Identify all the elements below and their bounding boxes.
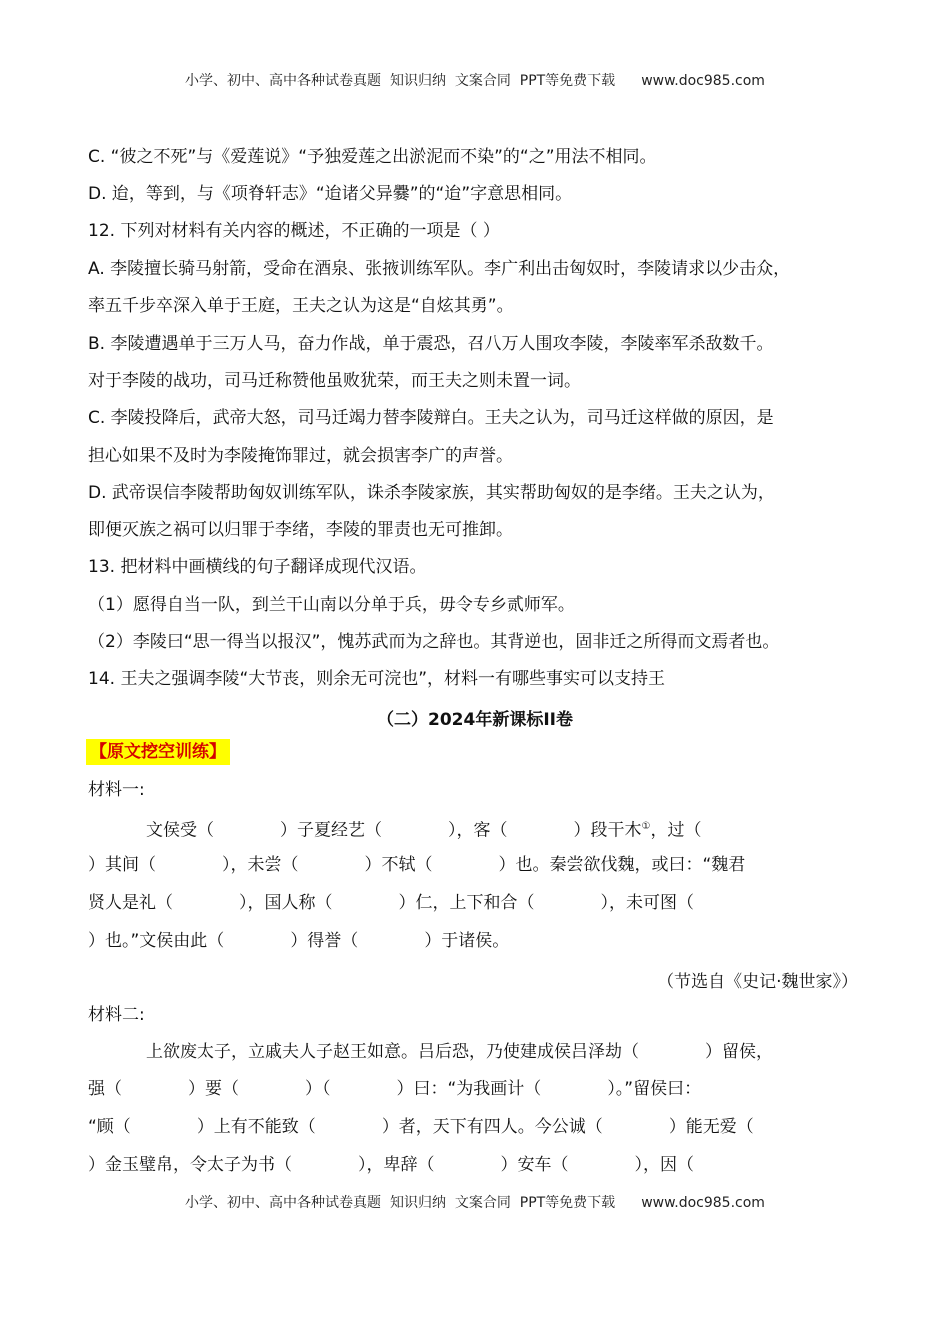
material1-line3: 贤人是礼（ ），国人称（ ）仁，上下和合（ ），未可图（ (88, 893, 694, 913)
option-d-11: D. 迨，等到，与《项脊轩志》“迨诸父异爨”的“迨”字意思相同。 (88, 184, 573, 204)
footer-site: www.doc985.com (641, 1195, 765, 1211)
header-site: www.doc985.com (641, 73, 765, 89)
footnote-marker: ① (641, 821, 651, 832)
material2-line3: “顾（ ）上有不能致（ ）者，天下有四人。今公诚（ ）能无爱（ (88, 1117, 754, 1137)
footer-text: 小学、初中、高中各种试卷真题 知识归纳 文案合同 PPT等免费下载 (185, 1195, 616, 1211)
option-d-12-line2: 即便灭族之祸可以归罪于李绪，李陵的罪责也无可推卸。 (88, 520, 513, 540)
material1-line1: 文侯受（ ）子夏经艺（ ），客（ ）段干木①，过（ (146, 820, 702, 841)
page-footer (0, 1192, 950, 1212)
material2-label: 材料二: (88, 1005, 145, 1025)
header-text: 小学、初中、高中各种试卷真题 知识归纳 文案合同 PPT等免费下载 (185, 73, 616, 89)
option-b-12-line2: 对于李陵的战功，司马迁称赞他虽败犹荣，而王夫之则未置一词。 (88, 371, 581, 391)
section-title: （二）2024年新课标II卷 (377, 710, 573, 730)
material1-label: 材料一: (88, 780, 145, 800)
question-12: 12. 下列对材料有关内容的概述，不正确的一项是（ ） (88, 221, 500, 241)
material2-line2: 强（ ）要（ ）（ ）曰：“为我画计（ ）。”留侯曰： (88, 1079, 702, 1099)
option-c-12-line1: C. 李陵投降后，武帝大怒，司马迁竭力替李陵辩白。王夫之认为，司马迁这样做的原因，是 (88, 408, 774, 428)
translation-2: （2）李陵曰“思一得当以报汉”，愧苏武而为之辞也。其背逆也，固非迁之所得而文焉者也。 (88, 632, 780, 652)
material2-line1: 上欲废太子，立戚夫人子赵王如意。吕后恐，乃使建成侯吕泽劫（ ）留侯， (146, 1042, 773, 1062)
material1-line4: ）也。”文侯由此（ ）得誉（ ）于诸侯。 (88, 931, 510, 951)
question-13: 13. 把材料中画横线的句子翻译成现代汉语。 (88, 557, 427, 577)
option-c-11: C. “彼之不死”与《爱莲说》“予独爱莲之出淤泥而不染”的“之”用法不相同。 (88, 147, 657, 167)
page-header (0, 70, 950, 90)
option-d-12-line1: D. 武帝误信李陵帮助匈奴训练军队，诛杀李陵家族，其实帮助匈奴的是李绪。王夫之认为， (88, 483, 775, 503)
question-14: 14. 王夫之强调李陵“大节丧，则余无可浣也”，材料一有哪些事实可以支持王 (88, 669, 666, 689)
option-a-12-line2: 率五千步卒深入单于王庭，王夫之认为这是“自炫其勇”。 (88, 296, 514, 316)
material1-source: （节选自《史记·魏世家》） (657, 972, 858, 992)
training-tag: 【原文挖空训练】 (86, 739, 230, 765)
translation-1: （1）愿得自当一队，到兰干山南以分单于兵，毋令专乡贰师军。 (88, 595, 575, 615)
material1-line2: ）其间（ ），未尝（ ）不轼（ ）也。秦尝欲伐魏，或曰：“魏君 (88, 855, 746, 875)
option-a-12-line1: A. 李陵擅长骑马射箭，受命在酒泉、张掖训练军队。李广利出击匈奴时，李陵请求以少击众， (88, 259, 791, 279)
option-c-12-line2: 担心如果不及时为李陵掩饰罪过，就会损害李广的声誉。 (88, 446, 513, 466)
option-b-12-line1: B. 李陵遭遇单于三万人马，奋力作战，单于震恐，召八万人围攻李陵，李陵率军杀敌数千。 (88, 334, 774, 354)
material2-line4: ）金玉璧帛，令太子为书（ ），卑辞（ ）安车（ ），因（ (88, 1155, 694, 1175)
